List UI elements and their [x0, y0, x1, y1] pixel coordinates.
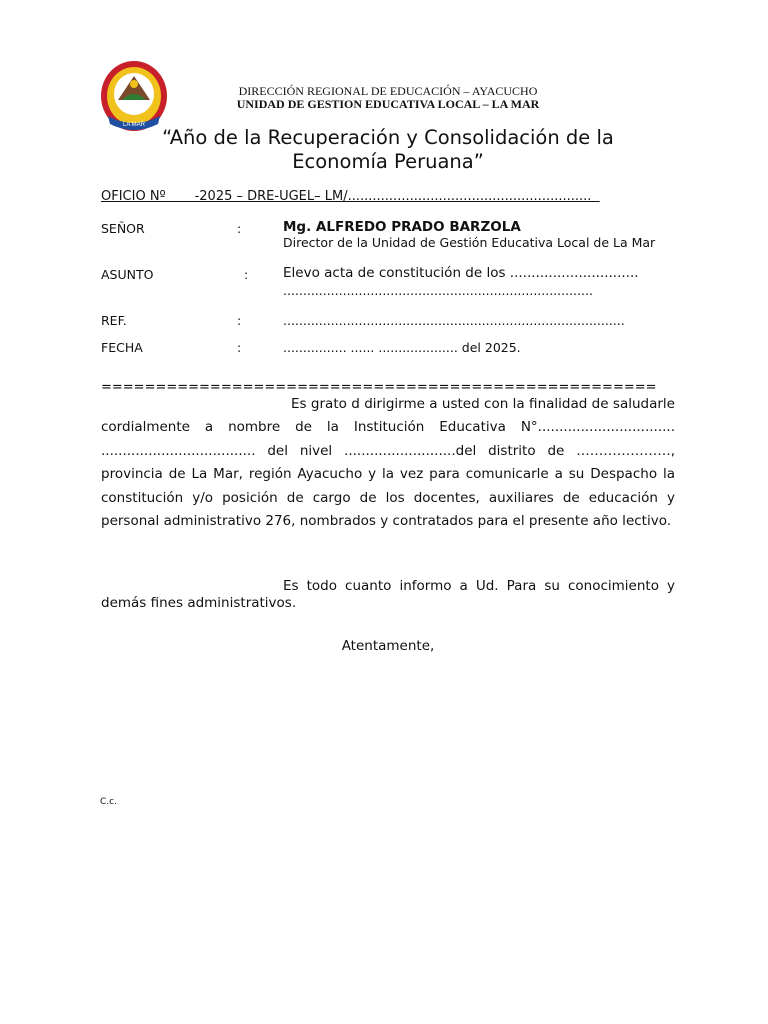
senor-colon: :	[237, 221, 242, 236]
ref-label: REF.	[101, 313, 127, 328]
asunto-colon: :	[244, 267, 249, 282]
fecha-label: FECHA	[101, 340, 143, 355]
recipient-name: Mg. ALFREDO PRADO BARZOLA	[283, 219, 521, 235]
recipient-role: Director de la Unidad de Gestión Educativa Local de La Mar	[283, 235, 656, 250]
year-title: “Año de la Recuperación y Consolidación de la Economía Peruana”	[162, 126, 614, 173]
senor-label: SEÑOR	[101, 221, 145, 236]
separator-line: ===================================================	[101, 380, 657, 395]
asunto-label: ASUNTO	[101, 267, 154, 282]
ref-colon: :	[237, 313, 242, 328]
svg-text:LA MAR: LA MAR	[122, 122, 146, 128]
ref-value: ......................................................................................	[283, 313, 625, 328]
asunto-line-2: ..............................................................................	[283, 283, 593, 298]
fecha-value: ................ ...... .................... del 2025.	[283, 340, 521, 355]
cc-note: C.c.	[100, 797, 117, 807]
header-line-1: DIRECCIÓN REGIONAL DE EDUCACIÓN – AYACUCHO	[238, 84, 538, 98]
body-paragraph-2: Es todo cuanto informo a Ud. Para su conocimiento y demás fines administrativos.	[101, 578, 675, 611]
senor-name	[283, 219, 521, 235]
fecha-colon: :	[237, 340, 242, 355]
body-paragraph-1: Es grato d dirigirme a usted con la finalidad de saludarle cordialmente a nombre de la Institución Educativa N°................................ .................................... del nivel ..........................del distrito de …………………, provincia de La Mar, región Ayacucho y la vez para comunicarle a su Despacho la constitución y/o posición de cargo de los docentes, auxiliares de educación y personal administrativo 276, nombrados y contratados para el presente año lectivo.	[101, 396, 675, 530]
header-line-2: UNIDAD DE GESTION EDUCATIVA LOCAL – LA MAR	[236, 97, 540, 111]
asunto-line-1: Elevo acta de constitución de los ..............................	[283, 265, 639, 281]
oficio-number: OFICIO Nº -2025 – DRE-UGEL– LM/...........................................................	[101, 189, 600, 204]
closing-greeting: Atentamente,	[341, 638, 435, 654]
